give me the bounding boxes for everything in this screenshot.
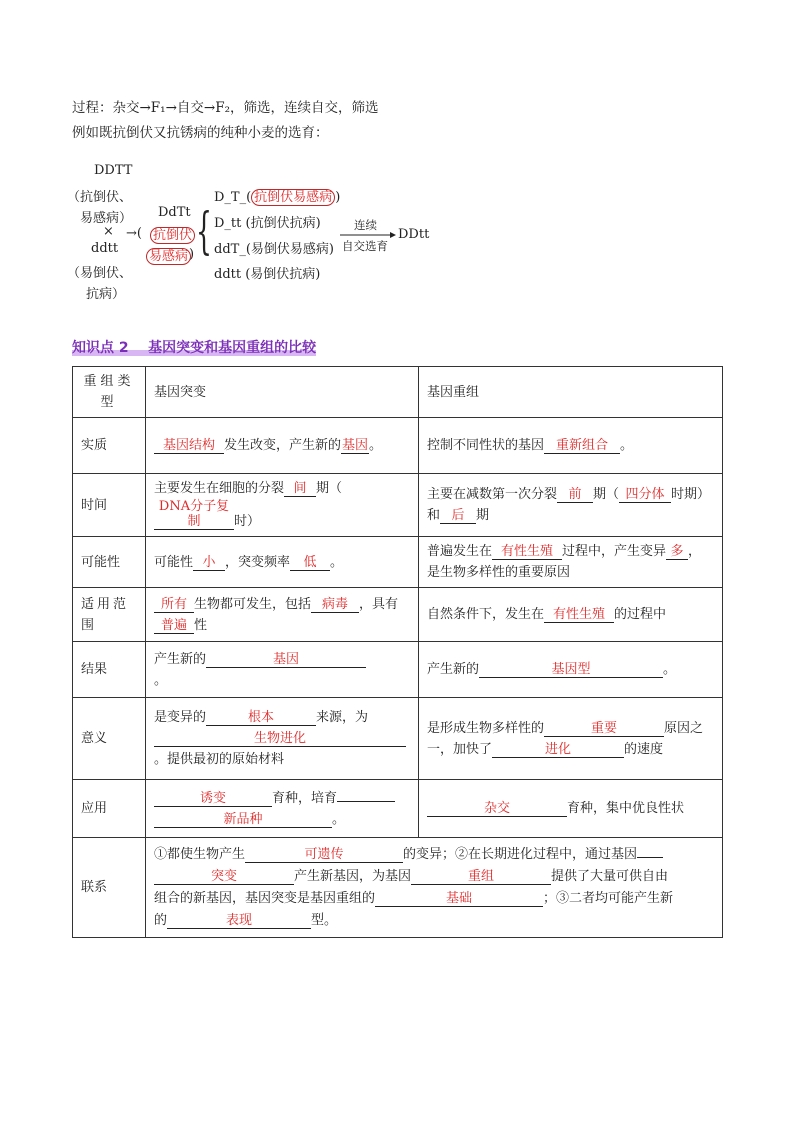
parent2-genotype: ddtt xyxy=(91,241,119,256)
arrow-label-top: 连续 xyxy=(354,218,377,232)
row-type: 联系 xyxy=(73,838,146,938)
table-row-relation xyxy=(73,838,723,938)
table-row xyxy=(73,537,723,588)
cell-mutation: 可能性 小 ，突变频率 低 。 xyxy=(146,537,419,588)
table-row xyxy=(73,642,723,698)
row-type: 可能性 xyxy=(73,537,146,588)
cell-mutation: 是变异的 根本 来源，为 生物进化 。提供最初的原始材料 xyxy=(146,698,419,780)
cell-recombination: 产生新的 基因型 。 xyxy=(419,642,723,698)
f2-item-3: ddT_(易倒伏易感病) xyxy=(214,242,334,257)
header-mutation: 基因突变 xyxy=(146,367,419,418)
intro-line-2: 例如既抗倒伏又抗锈病的纯种小麦的选育： xyxy=(72,125,329,141)
intro-line-1: 过程：杂交→F₁→自交→F₂，筛选，连续自交，筛选 xyxy=(72,100,379,116)
row-type: 应用 xyxy=(73,780,146,838)
brace-icon: { xyxy=(196,202,212,260)
f2-item-1: D_T_( 抗倒伏易感病 ) xyxy=(214,190,341,205)
table-header-row xyxy=(73,367,723,418)
table-row xyxy=(73,474,723,537)
table-row xyxy=(73,588,723,642)
parent1-phenotype-a: （抗倒伏、 xyxy=(67,190,133,205)
f1-phenotype-b: 易感病 xyxy=(146,245,191,264)
f2-item-2: D_tt (抗倒伏抗病) xyxy=(214,216,321,231)
comparison-table xyxy=(72,366,723,938)
f1-genotype: DdTt xyxy=(158,205,191,220)
table-row xyxy=(73,698,723,780)
cell-mutation: 主要发生在细胞的分裂 间 期（DNA分子复制 时） xyxy=(146,474,419,537)
cell-mutation: 诱变 育种，培育 新品种 。 xyxy=(146,780,419,838)
row-type: 实质 xyxy=(73,418,146,474)
f1-phenotype-a: 抗倒伏 xyxy=(150,224,195,243)
parent2-phenotype-a: （易倒伏、 xyxy=(67,266,133,281)
cell-mutation: 产生新的 基因 。 xyxy=(146,642,419,698)
section-title: 知识点 2 基因突变和基因重组的比较 xyxy=(72,340,317,356)
row-type: 意义 xyxy=(73,698,146,780)
f1-suffix: ) xyxy=(189,247,195,262)
cell-recombination: 杂交 育种，集中优良性状 xyxy=(419,780,723,838)
row-type: 适用范围 xyxy=(73,588,146,642)
cell-recombination: 普遍发生在 有性生殖 过程中，产生变异 多 ，是生物多样性的重要原因 xyxy=(419,537,723,588)
f2-item-4: ddtt (易倒伏抗病) xyxy=(214,267,321,282)
parent2-phenotype-b: 抗病） xyxy=(86,287,126,302)
cell-mutation: 所有 生物都可发生，包括 病毒 ，具有普遍 性 xyxy=(146,588,419,642)
row-type: 结果 xyxy=(73,642,146,698)
parent1-phenotype-b: 易感病） xyxy=(80,211,133,226)
cell-recombination: 主要在减数第一次分裂 前 期（ 四分体 时期）和 后 期 xyxy=(419,474,723,537)
cell-mutation: 基因结构 发生改变，产生新的基因。 xyxy=(146,418,419,474)
cell-recombination: 控制不同性状的基因 重新组合 。 xyxy=(419,418,723,474)
parent1-genotype: DDTT xyxy=(94,163,133,178)
f1-prefix: →( xyxy=(126,226,142,241)
cell-recombination: 是形成生物多样性的 重要 原因之一，加快了 进化 的速度 xyxy=(419,698,723,780)
cell-recombination: 自然条件下，发生在 有性生殖 的过程中 xyxy=(419,588,723,642)
table-row xyxy=(73,418,723,474)
cross-symbol: × xyxy=(103,224,114,239)
header-type: 重组类型 xyxy=(73,367,146,418)
cell-relation: ①都使生物产生 可遗传 的变异；②在长期进化过程中，通过基因 突变 产生新基因，为基因 重组 提供了大量可供自由 组合的新基因，基因突变是基因重组的 基础 ；③二者均可能产生新 的 表现 型。 xyxy=(146,838,723,938)
result-genotype: DDtt xyxy=(398,227,430,242)
table-row xyxy=(73,780,723,838)
header-recombination: 基因重组 xyxy=(419,367,723,418)
row-type: 时间 xyxy=(73,474,146,537)
arrow-label-bottom: 自交选育 xyxy=(342,239,388,253)
